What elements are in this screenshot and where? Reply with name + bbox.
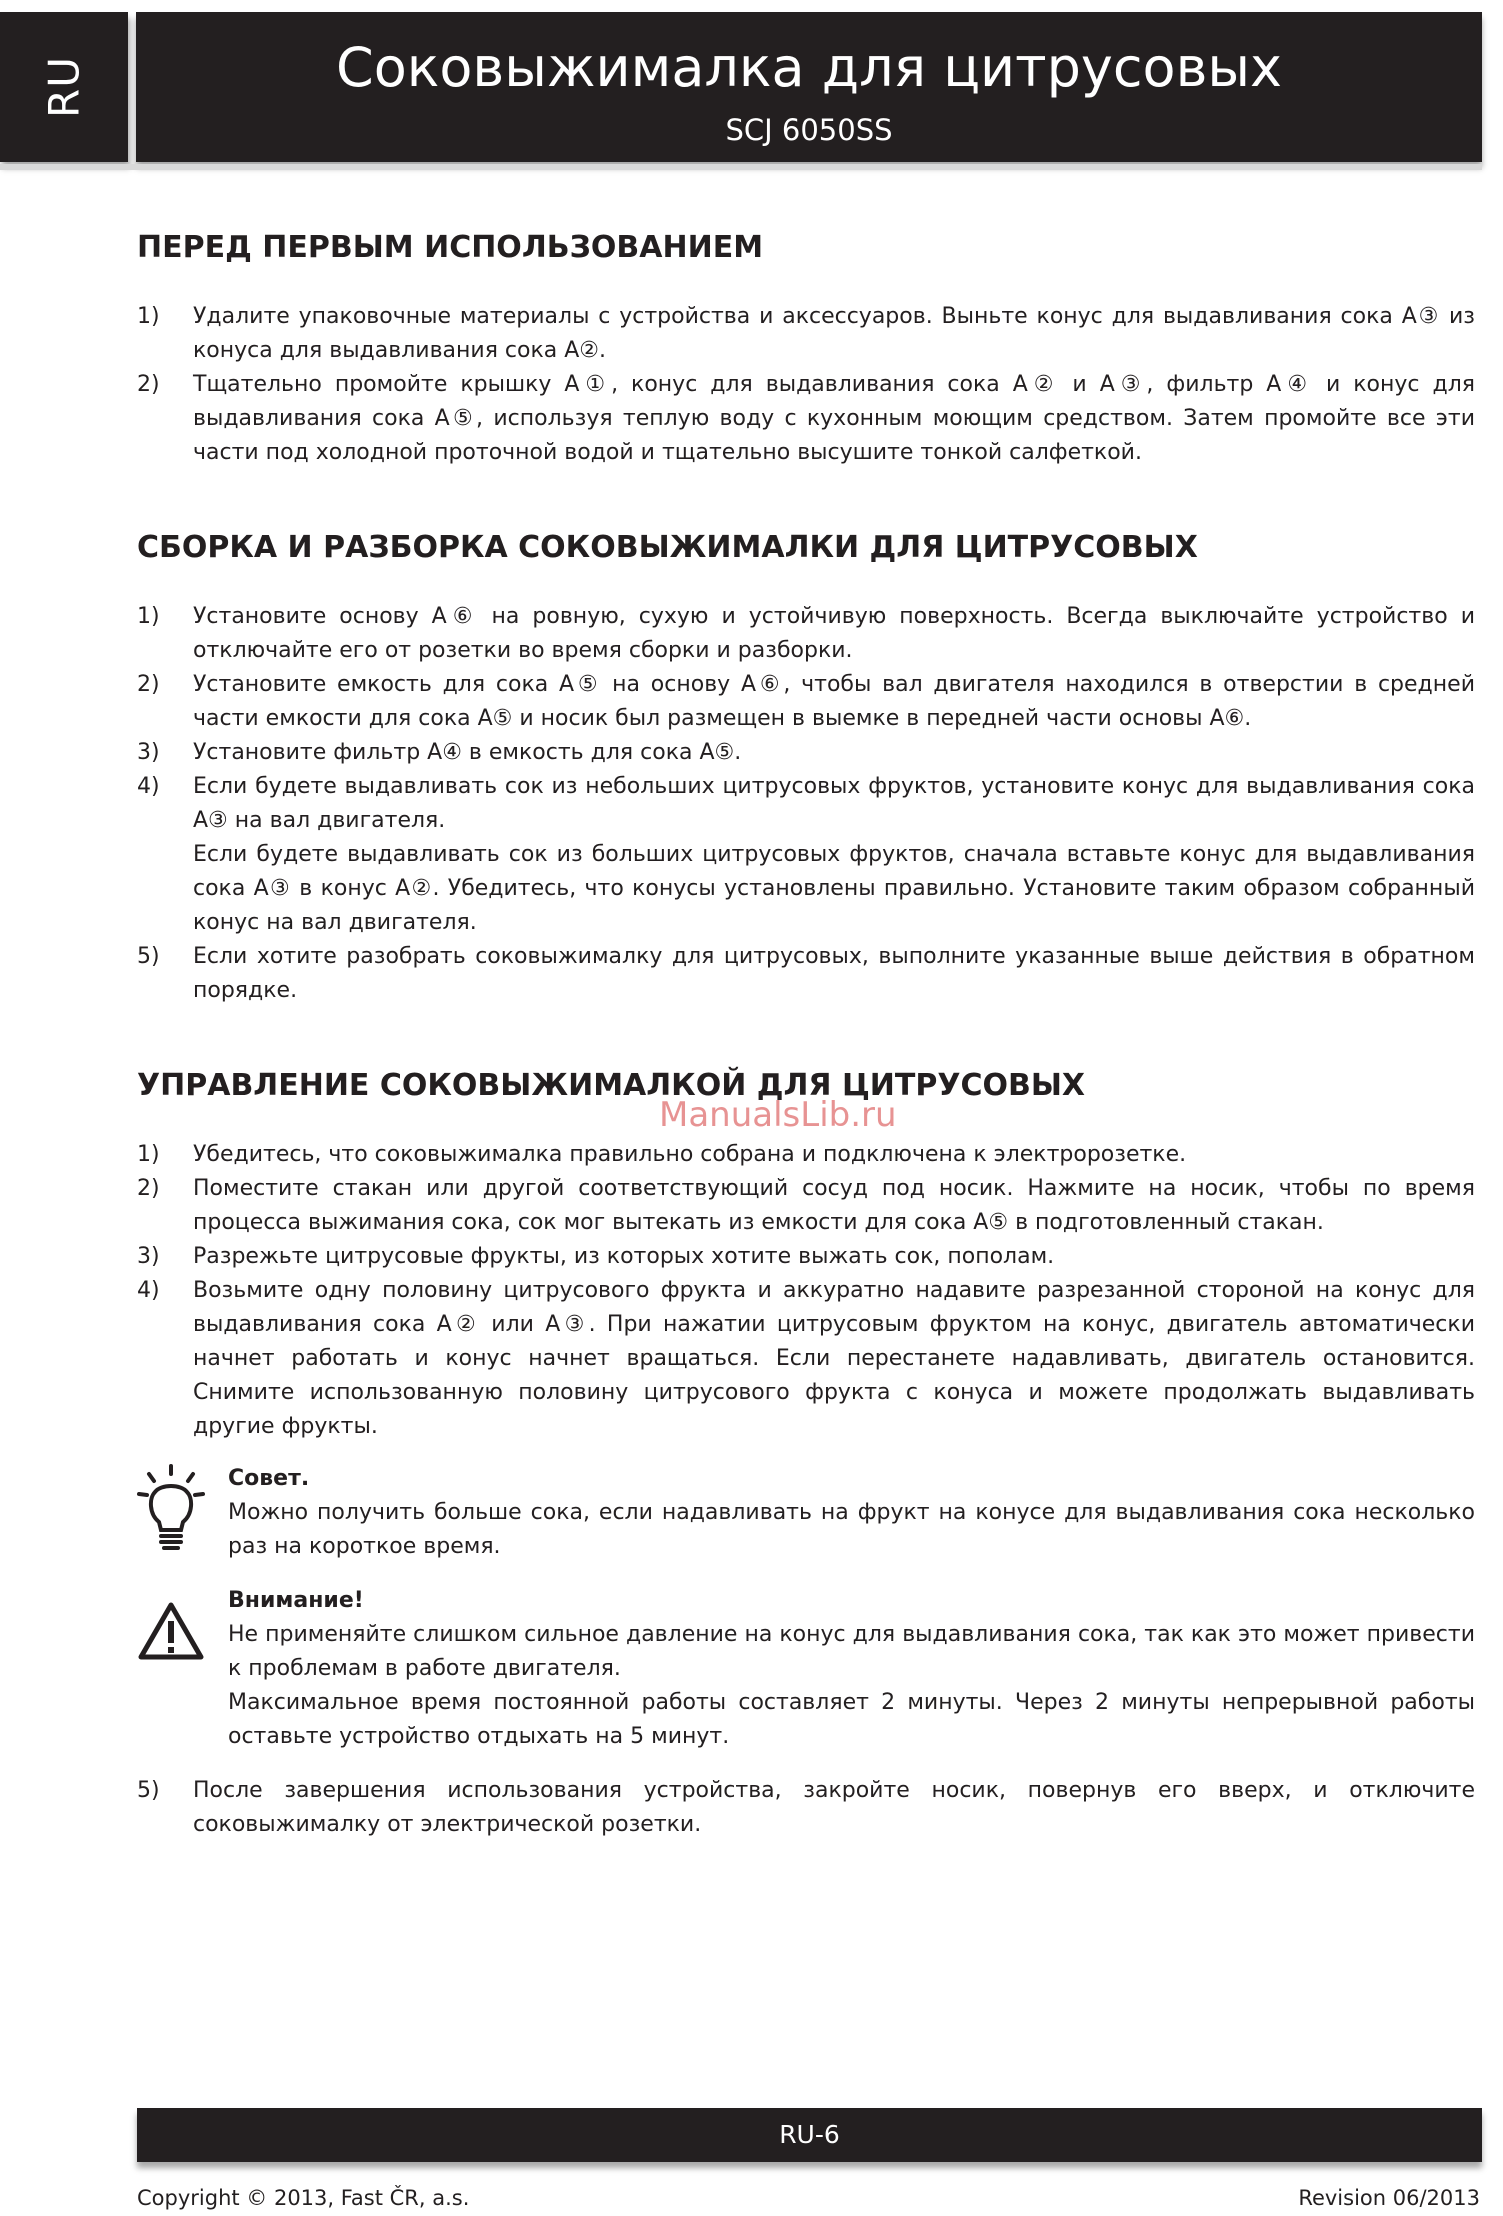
- item-text: Установите фильтр A④ в емкость для сока A⑤.: [193, 740, 742, 765]
- warning-title: Внимание!: [228, 1588, 364, 1613]
- item-number: 4): [137, 1278, 160, 1303]
- list-item: [137, 1240, 1475, 1274]
- footer-bar: [137, 2108, 1482, 2162]
- item-text: Установите емкость для сока A⑤ на основу A⑥, чтобы вал двигателя находился в отверстии в средней части емкости для сока A⑤ и носик был размещен в выемке в передней части основы A⑥.: [193, 672, 1475, 731]
- watermark: ManualsLib.ru: [659, 1095, 897, 1135]
- item-number: 1): [137, 1142, 160, 1167]
- page-number: RU-6: [779, 2120, 840, 2149]
- header-divider: [0, 164, 1482, 170]
- list-item: [137, 736, 1475, 770]
- list-item: [137, 1774, 1475, 1842]
- item-number: 5): [137, 1778, 160, 1803]
- item-number: 5): [137, 944, 160, 969]
- item-number: 1): [137, 304, 160, 329]
- item-number: 3): [137, 1244, 160, 1269]
- section-title: СБОРКА И РАЗБОРКА СОКОВЫЖИМАЛКИ ДЛЯ ЦИТРУСОВЫХ: [137, 530, 1198, 565]
- item-text: Установите основу A⑥ на ровную, сухую и устойчивую поверхность. Всегда выключайте устройство и отключайте его от розетки во время сборки и разборки.: [193, 604, 1475, 663]
- model-number: SCJ 6050SS: [725, 113, 893, 147]
- lightbulb-icon: [137, 1464, 205, 1554]
- item-number: 2): [137, 372, 160, 397]
- warning-triangle-icon: [137, 1586, 205, 1676]
- section-title: УПРАВЛЕНИЕ СОКОВЫЖИМАЛКОЙ ДЛЯ ЦИТРУСОВЫХ: [137, 1068, 1086, 1103]
- warning-note: [137, 1584, 1475, 1754]
- item-text: После завершения использования устройства, закройте носик, повернув его вверх, и отключите соковыжималку от электрической розетки.: [193, 1778, 1475, 1837]
- instruction-list: [137, 1774, 1475, 1842]
- item-text: Убедитесь, что соковыжималка правильно собрана и подключена к электророзетке.: [193, 1142, 1187, 1167]
- language-tab: [0, 12, 128, 162]
- section-operation: [137, 1068, 1475, 1842]
- header-bar: [136, 12, 1482, 162]
- item-text: Разрежьте цитрусовые фрукты, из которых хотите выжать сок, пополам.: [193, 1244, 1055, 1269]
- item-text: Удалите упаковочные материалы с устройства и аксессуаров. Выньте конус для выдавливания сока A③ из конуса для выдавливания сока A②.: [193, 304, 1475, 363]
- list-item: [137, 770, 1475, 940]
- instruction-list: [137, 600, 1475, 1008]
- section-assembly: [137, 530, 1475, 1008]
- document-body: [137, 230, 1475, 1902]
- section-title: ПЕРЕД ПЕРВЫМ ИСПОЛЬЗОВАНИЕМ: [137, 230, 764, 265]
- copyright: Copyright © 2013, Fast ČR, a.s.: [137, 2186, 470, 2210]
- tip-text: Можно получить больше сока, если надавливать на фрукт на конусе для выдавливания сока несколько раз на короткое время.: [228, 1500, 1475, 1559]
- language-code: RU: [39, 56, 89, 118]
- list-item: [137, 1172, 1475, 1240]
- item-number: 4): [137, 774, 160, 799]
- item-text: Поместите стакан или другой соответствующий сосуд под носик. Нажмите на носик, чтобы по время процесса выжимания сока, сок мог вытекать из емкости для сока A⑤ в подготовленный стакан.: [193, 1176, 1475, 1235]
- item-text: Если будете выдавливать сок из небольших цитрусовых фруктов, установите конус для выдавливания сока A③ на вал двигателя.: [193, 774, 1475, 833]
- warning-text: Не применяйте слишком сильное давление на конус для выдавливания сока, так как это может привести к проблемам в работе двигателя.: [228, 1622, 1475, 1681]
- tip-note: [137, 1462, 1475, 1564]
- item-number: 2): [137, 1176, 160, 1201]
- section-before-first-use: [137, 230, 1475, 470]
- item-number: 1): [137, 604, 160, 629]
- instruction-list: [137, 1138, 1475, 1444]
- instruction-list: [137, 300, 1475, 470]
- list-item: [137, 1138, 1475, 1172]
- warning-text-continued: Максимальное время постоянной работы составляет 2 минуты. Через 2 минуты непрерывной работы оставьте устройство отдыхать на 5 минут.: [228, 1690, 1475, 1749]
- list-item: [137, 600, 1475, 668]
- list-item: [137, 668, 1475, 736]
- list-item: [137, 1274, 1475, 1444]
- list-item: [137, 940, 1475, 1008]
- item-text: Тщательно промойте крышку A①, конус для выдавливания сока A② и A③, фильтр A④ и конус для выдавливания сока A⑤, используя теплую воду с кухонным моющим средством. Затем промойте все эти части под холодной проточной водой и тщательно высушите тонкой салфеткой.: [193, 372, 1475, 465]
- item-text: Возьмите одну половину цитрусового фрукта и аккуратно надавите разрезанной стороной на конус для выдавливания сока A② или A③. При нажатии цитрусовым фруктом на конус, двигатель автоматически начнет работать и конус начнет вращаться. Если перестанете надавливать, двигатель остановится. Снимите использованную половину цитрусового фрукта с конуса и можете продолжать выдавливать другие фрукты.: [193, 1278, 1475, 1439]
- item-number: 2): [137, 672, 160, 697]
- list-item: [137, 368, 1475, 470]
- tip-title: Совет.: [228, 1466, 310, 1491]
- list-item: [137, 300, 1475, 368]
- revision: Revision 06/2013: [1298, 2186, 1480, 2210]
- page-title: Соковыжималка для цитрусовых: [335, 36, 1282, 99]
- item-number: 3): [137, 740, 160, 765]
- item-text: Если хотите разобрать соковыжималку для цитрусовых, выполните указанные выше действия в обратном порядке.: [193, 944, 1475, 1003]
- item-text-continued: Если будете выдавливать сок из больших цитрусовых фруктов, сначала вставьте конус для выдавливания сока A③ в конус A②. Убедитесь, что конусы установлены правильно. Установите таким образом собранный конус на вал двигателя.: [193, 842, 1475, 935]
